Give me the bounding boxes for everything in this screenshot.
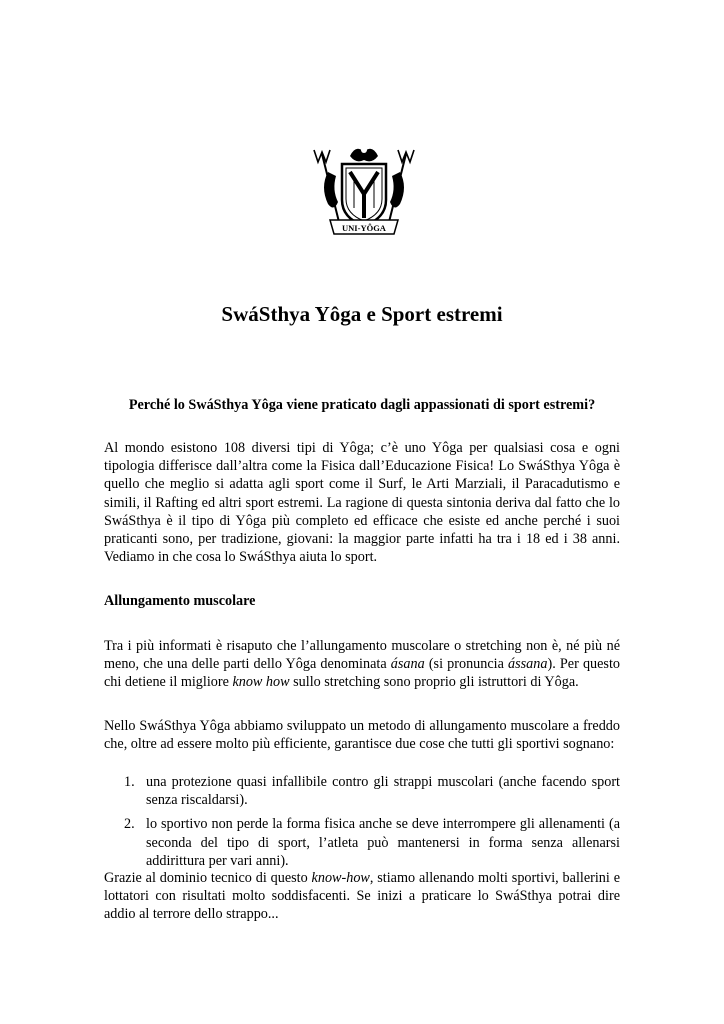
uni-yoga-crest-icon [308, 142, 420, 242]
final-text-2: , stiamo allenando molti sportivi, ballerini e lottatori con risultati molto soddisfacenti. Se inizi a praticare lo SwáSthya potrai dire addio al terrore dello strappo... [104, 870, 620, 923]
uni-yoga-logo [308, 142, 420, 242]
intro-paragraph: Al mondo esistono 108 diversi tipi di Yôga; c’è uno Yôga per qualsiasi cosa e ogni tipologia differisce dall’altra come la Fisica dall’Educazione Fisica! Lo SwáSthya Yôga è quello che meglio si adatta agli sport come il Surf, le Arti Marziali, il Paracadutismo e simili, il Rafting ed altri sport estremi. La ragione di questa sintonia deriva dal fatto che lo SwáSthya è il tipo di Yôga più completo ed efficace che esiste ed anche perché i suoi praticanti sono, per tradizione, giovani: la maggior parte infatti ha tra i 18 ed i 38 anni. Vediamo in che cosa lo SwáSthya aiuta lo sport. [104, 440, 620, 566]
list-item-number: 1. [124, 774, 135, 790]
final-paragraph [104, 869, 620, 924]
list-item-number: 2. [124, 816, 135, 833]
stretching-paragraph [104, 637, 620, 692]
lead-question: Perché lo SwáSthya Yôga viene praticato dagli appassionati di sport estremi? [128, 397, 596, 413]
list-item [104, 773, 620, 809]
stretching-text-4: sullo stretching sono proprio gli istruttori di Yôga. [289, 674, 579, 691]
list-item-text: una protezione quasi infallibile contro gli strappi muscolari (anche facendo sport senza riscaldarsi). [146, 774, 620, 809]
list-item [104, 815, 620, 870]
stretching-text-1: Tra i più informati è risaputo che l’allungamento muscolare o stretching non è, né più né meno, che una delle parti dello Yôga denominata [104, 638, 620, 673]
section-heading: Allungamento muscolare [104, 593, 256, 609]
stretching-text-3: ). Per questo chi detiene il migliore [104, 656, 620, 691]
final-text-1: Grazie al dominio tecnico di questo [104, 870, 312, 886]
stretching-term-know-how: know how [232, 674, 290, 691]
logo-banner-text: UNI-YÔGA [342, 223, 386, 233]
stretching-term-asana: ásana [390, 656, 425, 673]
final-term-know-how: know-how [311, 870, 370, 886]
stretching-term-assana: ássana [508, 656, 548, 673]
stretching-text-2: (si pronuncia [424, 656, 509, 673]
benefits-list [104, 773, 620, 876]
list-item-text: lo sportivo non perde la forma fisica anche se deve interrompere gli allenamenti (a seconda del tipo di sport, l’atleta può mantenersi in forma senza allenarsi addirittura per vari anni). [146, 816, 620, 869]
page-title: SwáSthya Yôga e Sport estremi [221, 302, 503, 326]
method-paragraph: Nello SwáSthya Yôga abbiamo sviluppato un metodo di allungamento muscolare a freddo che, oltre ad essere molto più efficiente, garantisce due cose che tutti gli sportivi sognano: [104, 718, 620, 753]
